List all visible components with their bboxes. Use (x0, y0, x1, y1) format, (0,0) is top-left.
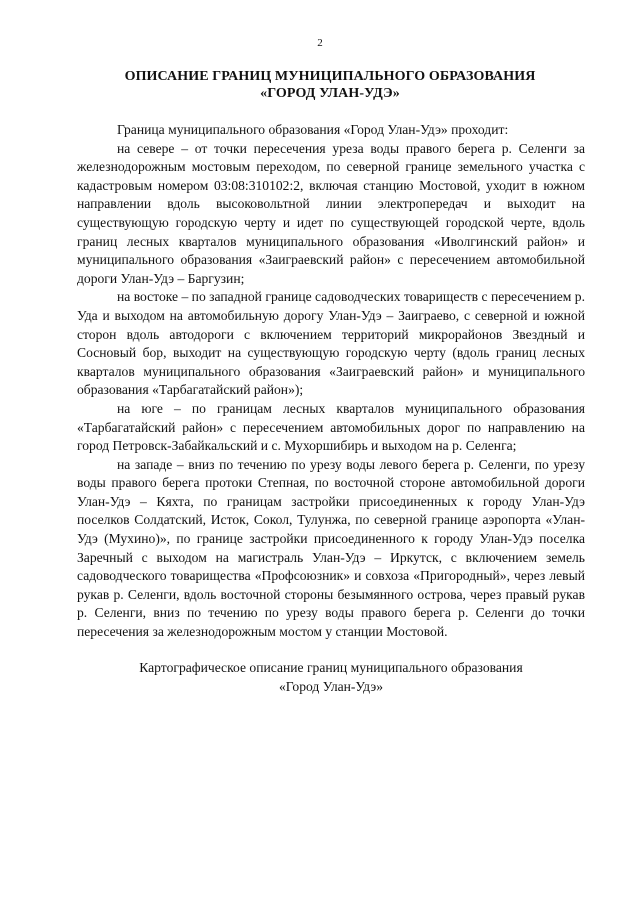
caption-line-2: «Город Улан-Удэ» (278, 678, 384, 694)
caption-line-1: Картографическое описание границ муниципального образования (139, 660, 523, 675)
map-caption (77, 659, 585, 696)
title-line-2: «ГОРОД УЛАН-УДЭ» (260, 86, 400, 101)
document-title (80, 68, 580, 102)
page-number: 2 (317, 37, 323, 49)
paragraph-intro: Граница муниципального образования «Город Улан-Удэ» проходит: (117, 122, 509, 137)
title-line-1: ОПИСАНИЕ ГРАНИЦ МУНИЦИПАЛЬНОГО ОБРАЗОВАНИЯ (124, 69, 536, 84)
paragraph-south: на юге – по границам лесных кварталов муниципального образования «Тарбагатайский район» с пересечением автомобильных дорог по направлению на город Петровск-Забайкальский и с. Мухоршибирь и выходом на р. Селенга; (77, 400, 585, 454)
paragraph-east: на востоке – по западной границе садоводческих товариществ с пересечением р. Уда и выходом на автомобильную дорогу Улан-Удэ – Заиграево, с северной и южной сторон вдоль автодороги с включением территорий микрорайонов Звездный и Сосновый бор, выходит на существующую городскую черту (вдоль границ лесных кварталов муниципального образования «Заиграевский район» и муниципального образования «Тарбагатайский район»); (77, 289, 585, 398)
paragraph-north: на севере – от точки пересечения уреза воды правого берега р. Селенги за железнодорожным мостовым переходом, по северной границе земельного участка с кадастровым номером 03:08:310102:2, включая станцию Мостовой, уходит в южном направлении вдоль высоковольтной линии электропередач и выходит на существующую городскую черту и идет по существующей городской черте, вдоль границ лесных кварталов муниципального образования «Иволгинский район» и муниципального образования «Заиграевский район» с пересечением автомобильной дороги Улан-Удэ – Баргузин; (77, 140, 585, 286)
document-body (77, 121, 585, 642)
paragraph-west: на западе – вниз по течению по урезу воды левого берега р. Селенги, по урезу воды правого берега протоки Степная, по восточной стороне автомобильной дороги Улан-Удэ – Кяхта, по границам застройки присоединенных к городу Улан-Удэ поселков Солдатский, Исток, Сокол, Тулунжа, по северной границе аэропорта «Улан-Удэ (Мухино)», по границе застройки присоединенного к городу Улан-Удэ поселка Заречный с выходом на магистраль Улан-Удэ – Иркутск, с включением земель садоводческого товарищества «Профсоюзник» и совхоза «Пригородный», через левый рукав р. Селенги, вдоль восточной стороны безымянного острова, через правый рукав р. Селенги, вниз по течению по урезу воды правого берега р. Селенги до точки пересечения за железнодорожным мостом у станции Мостовой. (77, 456, 585, 640)
